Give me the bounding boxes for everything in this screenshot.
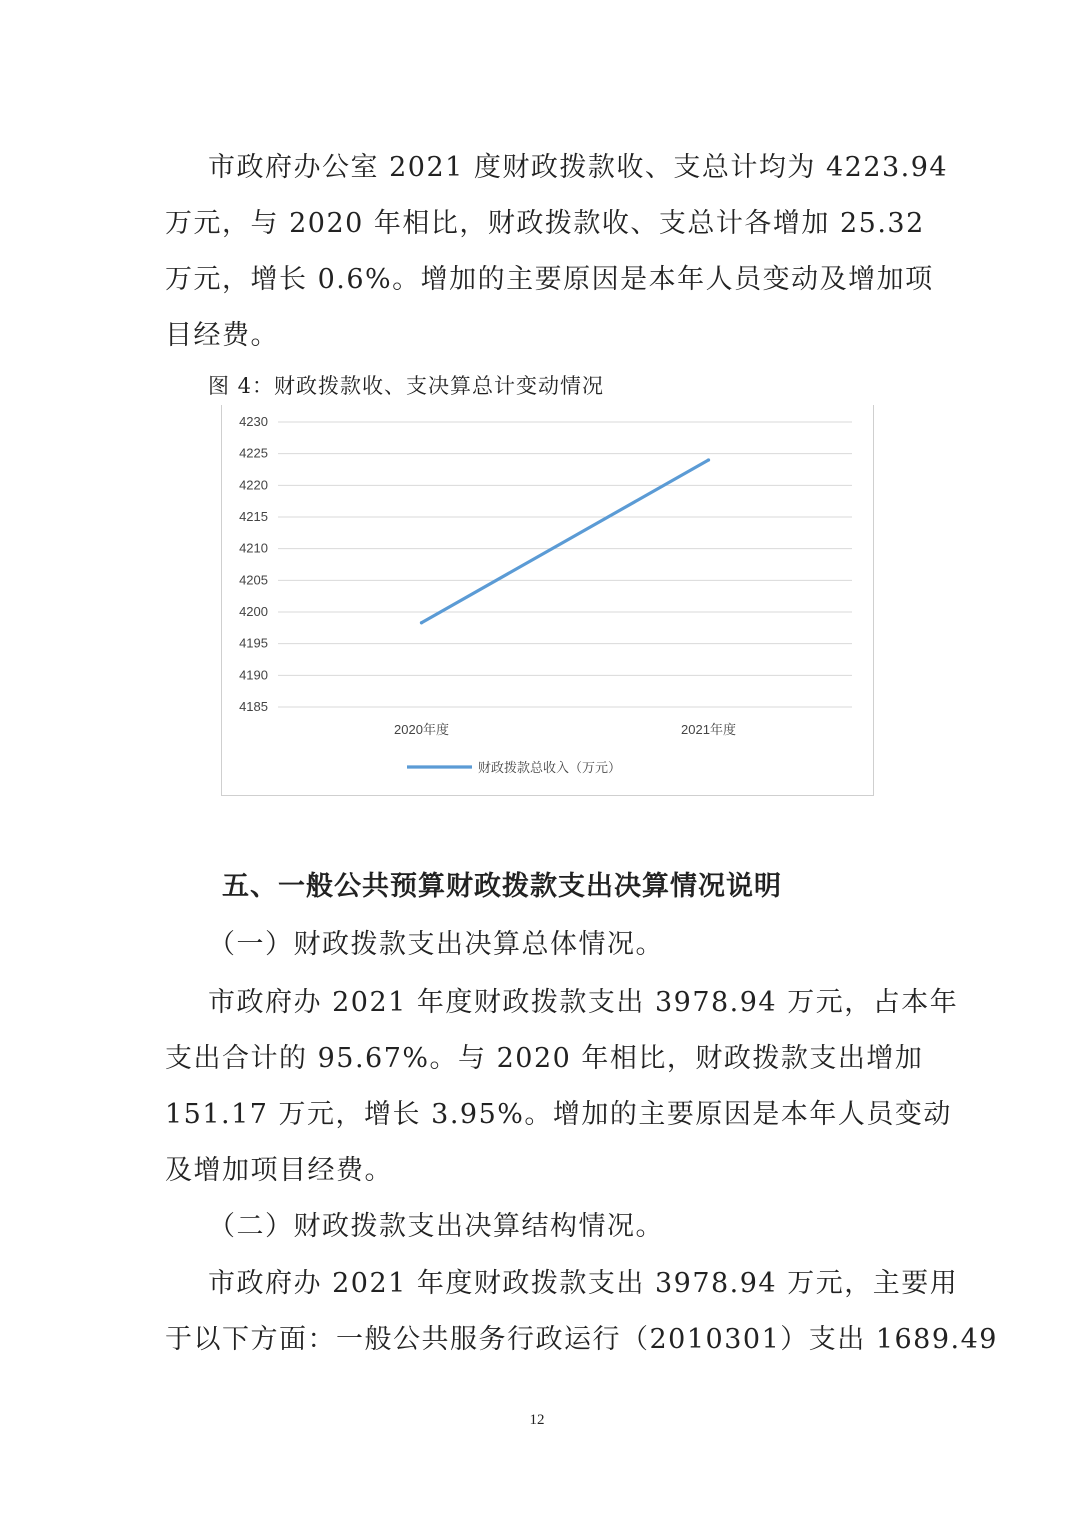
data-point: [707, 458, 710, 461]
section-title: 五、一般公共预算财政拨款支出决算情况说明: [222, 871, 782, 902]
paragraph-line: 及增加项目经费。: [165, 1155, 393, 1186]
x-tick-label: 2021年度: [681, 722, 736, 737]
y-tick-label: 4185: [239, 699, 268, 714]
paragraph-line: 市政府办公室 2021 度财政拨款收、支总计均为 4223.94: [208, 152, 949, 183]
paragraph-line: 目经费。: [165, 320, 279, 351]
y-tick-label: 4225: [239, 445, 268, 461]
paragraph-line: 市政府办 2021 年度财政拨款支出 3978.94 万元，占本年: [208, 987, 959, 1018]
data-point: [420, 621, 423, 624]
y-tick-label: 4200: [239, 604, 268, 619]
y-tick-label: 4230: [239, 414, 268, 429]
paragraph-line: 万元，增长 0.6%。增加的主要原因是本年人员变动及增加项: [165, 264, 934, 295]
y-tick-label: 4215: [239, 509, 268, 524]
y-tick-label: 4220: [239, 477, 268, 493]
x-tick-label: 2020年度: [394, 722, 449, 737]
line-chart: [221, 405, 874, 796]
y-tick-label: 4210: [239, 540, 268, 556]
subheading-structure: （二）财政拨款支出决算结构情况。: [208, 1211, 664, 1242]
page-number: 12: [529, 1412, 545, 1428]
paragraph-line: 支出合计的 95.67%。与 2020 年相比，财政拨款支出增加: [165, 1043, 924, 1074]
y-tick-label: 4205: [239, 572, 268, 588]
paragraph-line: 于以下方面：一般公共服务行政运行（2010301）支出 1689.49: [165, 1324, 998, 1355]
subheading-overall: （一）财政拨款支出决算总体情况。: [208, 929, 664, 960]
figure-caption: 图 4：财政拨款收、支决算总计变动情况: [208, 374, 605, 398]
series-line: [422, 460, 709, 623]
paragraph-line: 151.17 万元，增长 3.95%。增加的主要原因是本年人员变动: [165, 1099, 952, 1130]
chart-svg: [222, 405, 873, 795]
y-tick-label: 4190: [239, 667, 268, 683]
y-tick-label: 4195: [239, 635, 268, 651]
legend-label: 财政拨款总收入（万元）: [478, 760, 622, 775]
paragraph-line: 市政府办 2021 年度财政拨款支出 3978.94 万元，主要用: [208, 1268, 959, 1299]
paragraph-line: 万元，与 2020 年相比，财政拨款收、支总计各增加 25.32: [165, 208, 925, 239]
